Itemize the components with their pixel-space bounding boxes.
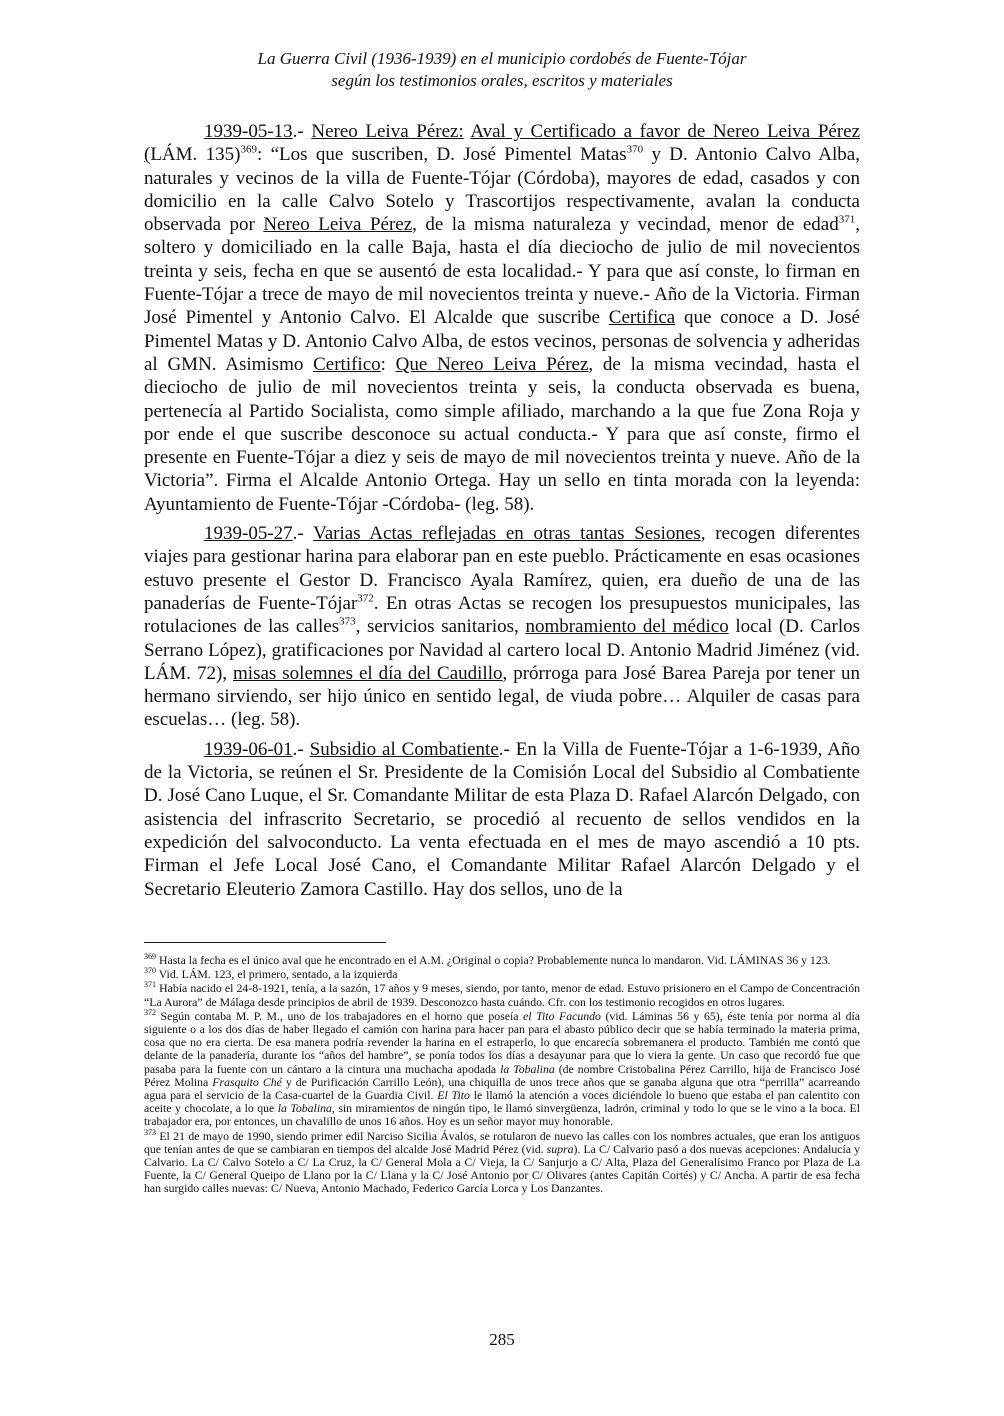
underlined-name: Nereo Leiva Pérez [263, 214, 413, 236]
footnote-text: (de nombre Cristobalina Pérez Carrillo, hija de Francisco José Pérez Molina [144, 1061, 861, 1089]
footnote-number: 372 [144, 1007, 156, 1017]
entry-person: Nereo Leiva Pérez: [311, 121, 464, 142]
text-run: .- [292, 121, 312, 142]
footnote-text: El 21 de mayo de 1990, siendo primer edil Narciso Sicilia Ávalos, se rotularon de nuevo las calles con los nombres actuales, que eran los antiguos que tenían antes de que se cambiaran en tiempos del alcalde José Madrid Pérez (vid. [144, 1128, 860, 1156]
text-run: , recogen diferentes viajes para gestionar harina para elaborar pan en este pueblo. Prácticamente en esas ocasiones estuvo presente el Gestor D. Francisco Ayala Ramírez, quien, era dueño de una de las panaderías de Fuente-Tójar [144, 523, 860, 614]
text-run: y D. Antonio Calvo Alba, naturales y vecinos de la villa de Fuente-Tójar (Córdoba), mayores de edad, casados y con domicilio en la calle Calvo Sotelo y Trascortijos respectivamente, avalan la conducta observada por [144, 144, 860, 236]
page-number: 285 [489, 1330, 515, 1349]
underlined-phrase: misas solemnes el día del Caudillo [233, 662, 503, 684]
entry-1939-05-27 [144, 522, 860, 732]
entry-title: Aval y Certificado a favor de Nereo Leiva Pérez [470, 121, 861, 142]
footnote-text: (vid. Láminas 56 y 65), éste tenía por norma al día siguiente o a los dos días de haber llegado el camión con harina para hacer pan para el abasto público decir que se había terminado la materia prima, cosa que no era cierta. De esa manera podría revender la harina en el estraperlo, lo que encarecía sobremanera el producto. También me contó que delante de la panadería, durante los “años del hambre”, se ponía todos los días a desayunar para que lo viera la gente. Un caso que recordó fue que pasaba para la fuente con un cántaro a la cintura una muchacha apodada [144, 1008, 860, 1076]
text-run: , servicios sanitarios, [355, 616, 526, 638]
text-run: . En otras Actas se recogen los presupuestos municipales, las rotulaciones de las calles [144, 592, 860, 638]
entry-date: 1939-05-27 [204, 523, 293, 545]
footnote-number: 371 [144, 980, 156, 990]
text-run: : “Los que suscriben, D. José Pimentel Matas [256, 144, 627, 166]
footnote-italic: el Tito Facundo [523, 1008, 601, 1023]
footnote-text: Había nacido el 24-8-1921, tenía, a la sazón, 17 años y 9 meses, siendo, por tanto, menor de edad. Estuvo prisionero en el Campo de Concentración “La Aurora” de Málaga desde principios de abril de 1939. Desconozco hasta cuándo. Cfr. con los testimonio recogidos en otros lugares. [144, 981, 860, 1009]
footnote-number: 370 [144, 966, 156, 976]
entry-1939-05-13 [144, 120, 860, 516]
entry-date: 1939-05-13 [204, 121, 293, 142]
footnote-373 [144, 1127, 860, 1196]
footnote-italic: supra [546, 1141, 574, 1156]
header-subtitle-line: según los testimonios orales, escritos y materiales [331, 71, 673, 90]
plate-reference: LÁM. 135) [150, 144, 241, 166]
text-run: local (D. Carlos Serrano López), gratificaciones por Navidad al cartero local D. Antonio Madrid Jiménez (vid. LÁM. 72), [144, 616, 861, 684]
text-run: , de la misma naturaleza y vecindad, menor de edad [412, 214, 839, 236]
text-run: , soltero y domiciliado en la calle Baja, hasta el día dieciocho de julio de mil novecientos treinta y seis, fecha en que se ausentó de esta localidad.- Y para que así conste, lo firman en Fuente-Tójar a trece de mayo de mil novecientos treinta y nueve.- Año de la Victoria. Firman José Pimentel y Antonio Calvo. El Alcalde que suscribe [144, 214, 860, 329]
underlined-phrase: nombramiento del médico [525, 616, 729, 638]
text-run: que conoce a D. José Pimentel Matas y D. Antonio Calvo Alba, de estos vecinos, personas de solvencia y adheridas al GMN. Asimismo [144, 307, 860, 375]
entry-date: 1939-06-01 [204, 738, 293, 760]
underlined-word: Certifica [608, 307, 676, 329]
footnote-text: Según contaba M. P. M., uno de los trabajadores en el horno que poseía [156, 1008, 524, 1023]
footnote-text: le llamó la atención a voces diciéndole lo bueno que estaba el pan calentito con aceite y chocolate, a lo que [144, 1088, 861, 1116]
footnote-370 [144, 968, 860, 981]
text-run: : [380, 353, 396, 375]
text-run: , prórroga para José Barea Pareja por tener un hermano sirviendo, ser hijo único en sentido legal, de viuda pobre… Alquiler de casas para escuelas… (leg. 58). [144, 662, 860, 731]
footnote-separator [144, 942, 386, 943]
footnote-ref-373[interactable]: 373 [339, 615, 356, 628]
header-title-line: La Guerra Civil (1936-1939) en el municipio cordobés de Fuente-Tójar [257, 49, 747, 68]
text-run: .- [292, 523, 314, 545]
entry-title: Subsidio al Combatiente [309, 738, 499, 760]
entry-1939-06-01 [144, 738, 860, 901]
footnote-text: ). La C/ Calvario pasó a dos nuevas acepciones: Andalucía y Calvario. La C/ Calvo Sotelo a C/ La Cruz, la C/ General Mola a C/ Vieja, la C/ Sanjurjo a C/ Alta, Plaza del Generalísimo Franco por Plaza de La Fuente, la C/ General Queipo de Llano por la C/ Llana y la C/ José Antonio por C/ Olivares (antes Capitán Cortés) y C/ Ancha. A partir de esa fecha han surgido calles nuevas: C/ Nueva, Antonio Machado, Federico García Lorca y Los Danzantes. [144, 1141, 860, 1196]
underlined-name: Que Nereo Leiva Pérez [395, 353, 589, 375]
footnote-italic: Frasquito Ché [212, 1074, 282, 1089]
footnote-ref-370[interactable]: 370 [626, 143, 644, 156]
footnote-ref-369[interactable]: 369 [240, 143, 257, 156]
footnote-italic: El Tito [437, 1088, 470, 1103]
footnote-372 [144, 1007, 861, 1129]
footnote-italic: la Tobalina [500, 1061, 555, 1076]
footnote-text: , sin miramientos de ningún tipo, le llamó sinvergüenza, ladrón, criminal y todo lo que se le vino a la boca. El trabajador era, por entonces, un chavalillo de unos 16 años. Hoy es un señor mayor muy honorable. [144, 1101, 860, 1129]
footnote-number: 369 [144, 952, 156, 962]
entry-title: Varias Actas reflejadas en otras tantas Sesiones [313, 523, 701, 545]
footnote-369 [144, 954, 860, 967]
running-header [0, 48, 1004, 92]
body-text [144, 120, 860, 907]
footnote-ref-371[interactable]: 371 [838, 213, 856, 226]
text-run: .- [292, 738, 310, 760]
footnote-ref-372[interactable]: 372 [357, 592, 374, 605]
footnote-text: y de Purificación Carrillo León), una chiquilla de unos trece años que se ganaba alguna que otra “perrilla” acarreando agua para el servicio de la Casa-cuartel de la Guardia Civil. [144, 1074, 860, 1103]
entry-title: ( [144, 144, 151, 166]
footnote-371 [144, 982, 860, 1008]
underlined-word: Certifico [313, 353, 381, 375]
text-run: .- En la Villa de Fuente-Tójar a 1-6-1939, Año de la Victoria, se reúnen el Sr. Presidente de la Comisión Local del Subsidio al Combatiente D. José Cano Luque, el Sr. Comandante Militar de esta Plaza D. Rafael Alarcón Delgado, con asistencia del infrascrito Secretario, se procedió al recuento de sellos vendidos en la expedición del salvoconducto. La venta efectuada en el mes de mayo ascendió a 10 pts. Firman el Jefe Local José Cano, el Comandante Militar Rafael Alarcón Delgado y el Secretario Eleuterio Zamora Castillo. Hay dos sellos, uno de la [144, 738, 860, 900]
footnote-number: 373 [144, 1127, 156, 1137]
text-run: , de la misma vecindad, hasta el dieciocho de julio de mil novecientos treinta y seis, la conducta observada es buena, pertenecía al Partido Socialista, como simple afiliado, marchando a la que fue Zona Roja y por ende el que suscribe desconoce su actual conducta.- Y para que así conste, firmo el presente en Fuente-Tójar a diez y seis de mayo de mil novecientos treinta y nueve. Año de la Victoria”. Firma el Alcalde Antonio Ortega. Hay un sello en tinta morada con la leyenda: Ayuntamiento de Fuente-Tójar -Córdoba- (leg. 58). [144, 353, 861, 515]
footnotes [144, 954, 860, 1197]
footnote-text: Hasta la fecha es el único aval que he encontrado en el A.M. ¿Original o copia? Probablemente nunca lo mandaron. Vid. LÁMINAS 36 y 123. [156, 953, 831, 967]
footnote-text: Vid. LÁM. 123, el primero, sentado, a la izquierda [156, 967, 398, 982]
footnote-italic: la Tobalina [277, 1101, 332, 1116]
